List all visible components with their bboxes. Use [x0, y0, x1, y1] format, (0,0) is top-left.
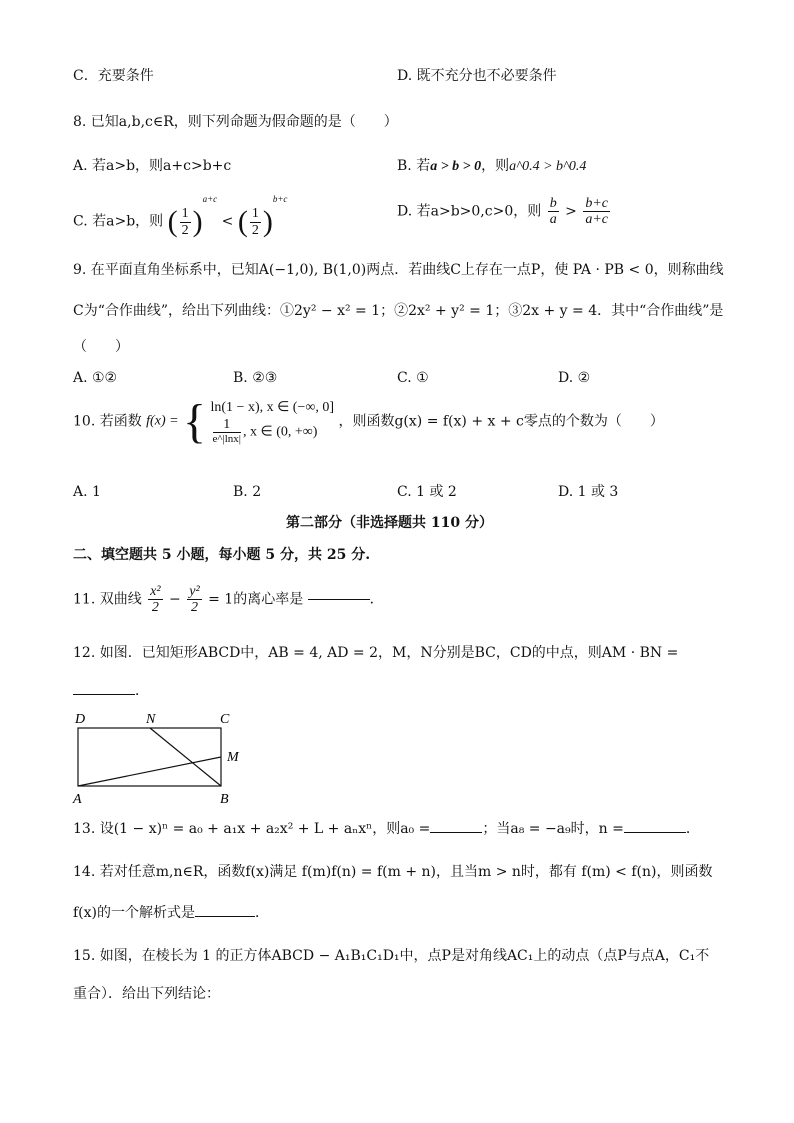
q9-option-c: C. ①: [397, 370, 429, 386]
q12-answer-line: ．: [73, 683, 149, 700]
q9-option-b: B. ②③: [233, 370, 278, 386]
part2-title: 第二部分（非选择题共 110 分）: [286, 515, 493, 531]
q9-option-d: D. ②: [558, 370, 591, 386]
q8-option-d: D. 若a>b>0,c>0，则 $\frac{b}{a}$ > $\frac{b+c}{a+c}$: [397, 196, 608, 228]
label-d: D: [75, 712, 86, 727]
segment-bn: [150, 728, 221, 786]
q7-option-d: D. 既不充分也不必要条件: [397, 68, 557, 84]
q10-stem: 10. 若函数 f(x) = { ln(1 − x), x ∈ (−∞, 0] $\frac{1}{e\^{}|\ln x|}$ , x ∈ (0, +∞) ，则函数g(x) = f(x) + x + c零点的个数为（ ）: [73, 395, 664, 448]
q8-stem: 8. 已知a,b,c∈R，则下列命题为假命题的是（ ）: [73, 114, 398, 130]
q11-stem: 11. 双曲线 $\frac{\text{x²}}{2}$ − $\frac{\text{y²}}{2}$ = 1的离心率是 ．: [73, 584, 384, 616]
q9-stem-line2: C为“合作曲线”，给出下列曲线：①2y² − x² = 1；②2x² + y² = 1；③2x + y = 4．其中“合作曲线”是: [73, 303, 724, 319]
q12-stem: 12. 如图．已知矩形ABCD中，AB = 4, AD = 2，M，N分别是BC，CD的中点，则AM · BN =: [73, 645, 679, 661]
q8-option-b: B. 若a > b > 0，则a^0.4 > b^0.4: [397, 158, 587, 174]
segment-am: [78, 757, 221, 786]
section2-title: 二、填空题共 5 小题，每小题 5 分，共 25 分.: [73, 547, 371, 563]
q7-option-c: C．充要条件: [73, 68, 154, 84]
q9-stem-line3: （ ）: [73, 339, 129, 355]
q14-stem-line2: f(x)的一个解析式是 ．: [73, 905, 270, 921]
q9-stem-line1: 9. 在平面直角坐标系中，已知A(−1,0), B(1,0)两点．若曲线C上存在一点P，使 PA · PB < 0，则称曲线: [73, 262, 724, 278]
q14-stem-line1: 14. 若对任意m,n∈R，函数f(x)满足 f(m)f(n) = f(m + n)，且当m > n时，都有 f(m) < f(n)，则函数: [73, 864, 713, 880]
label-n: N: [146, 712, 156, 727]
q8-option-a: A. 若a>b，则a+c>b+c: [73, 158, 232, 174]
q9-option-a: A. ①②: [73, 370, 118, 386]
q12-rectangle-figure: [70, 708, 250, 808]
rectangle-abcd: [78, 728, 221, 786]
label-a: A: [73, 792, 82, 807]
q15-stem-line1: 15. 如图，在棱长为 1 的正方体ABCD − A₁B₁C₁D₁中，点P是对角线AC₁上的动点（点P与点A，C₁不: [73, 948, 710, 964]
q10-option-a: A. 1: [73, 484, 101, 500]
q15-stem-line2: 重合）．给出下列结论：: [73, 986, 220, 1002]
q10-option-c: C. 1 或 2: [397, 484, 457, 500]
label-m: M: [227, 750, 239, 765]
label-b: B: [220, 792, 229, 807]
label-c: C: [220, 712, 230, 727]
q10-option-d: D. 1 或 3: [558, 484, 619, 500]
q8-option-c: C. 若a>b，则 ( $\frac{1}{2}$ )$^{a+c}$ < ( $\frac{1}{2}$ )$^{b+c}$: [73, 194, 288, 238]
q10-option-b: B. 2: [233, 484, 262, 500]
q13-stem: 13. 设(1 − x)ⁿ = a₀ + a₁x + a₂x² + L + aₙxⁿ，则a₀ = ；当a₈ = −a₉时，n = ．: [73, 821, 700, 837]
